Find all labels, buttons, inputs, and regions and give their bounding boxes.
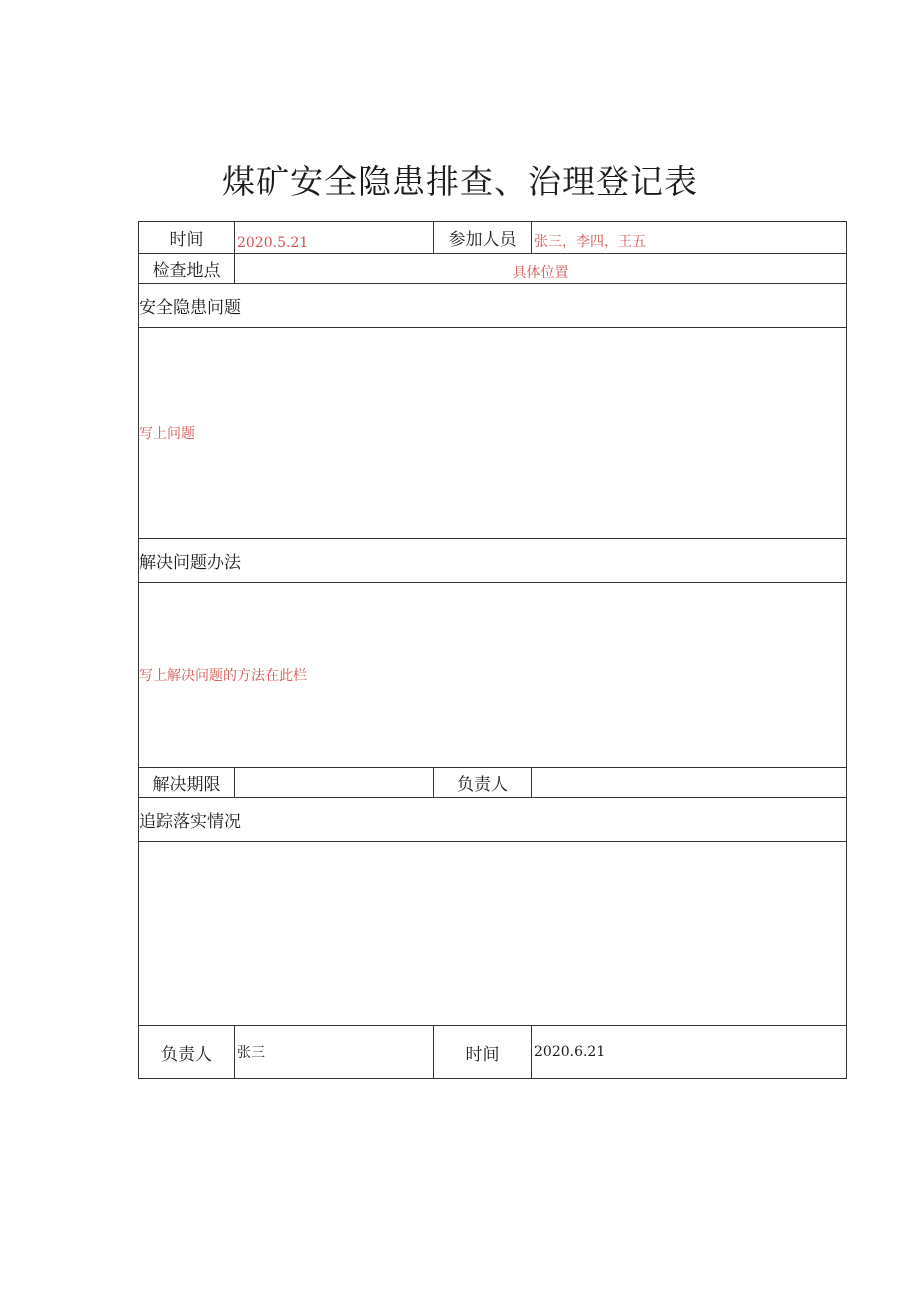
tracking-heading-row [139,797,846,841]
solution-content-field[interactable]: 写上解决问题的方法在此栏 [139,668,307,684]
hazard-registration-form [138,221,847,1079]
signoff-row [139,1025,846,1078]
signoff-owner-value-field[interactable]: 张三 [234,1026,433,1078]
solution-heading: 解决问题办法 [139,553,241,573]
time-value-field[interactable]: 2020.5.21 [234,222,433,253]
participants-label: 参加人员 [433,222,531,253]
location-value-field[interactable]: 具体位置 [234,254,846,283]
hazard-heading: 安全隐患问题 [139,298,241,318]
hazard-heading-row [139,283,846,327]
deadline-value-field[interactable] [234,768,433,797]
owner-label: 负责人 [433,768,531,797]
tracking-content-row [139,841,846,1025]
location-label: 检查地点 [152,261,221,281]
time-participants-row [139,222,846,253]
time-label: 时间 [169,230,204,250]
deadline-owner-row [139,767,846,797]
participants-value-field[interactable]: 张三，李四，王五 [531,222,846,253]
signoff-owner-label: 负责人 [161,1044,212,1065]
tracking-heading: 追踪落实情况 [139,812,241,832]
deadline-label: 解决期限 [152,775,221,795]
solution-content-row [139,582,846,767]
hazard-content-row [139,327,846,538]
signoff-time-label: 时间 [433,1026,531,1078]
tracking-content-field[interactable] [139,842,846,1025]
solution-heading-row [139,538,846,582]
form-title: 煤矿安全隐患排查、治理登记表 [222,162,698,201]
hazard-content-field[interactable]: 写上问题 [139,426,195,442]
location-row [139,253,846,283]
signoff-time-value-field[interactable]: 2020.6.21 [531,1026,846,1078]
owner-value-field[interactable] [531,768,846,797]
